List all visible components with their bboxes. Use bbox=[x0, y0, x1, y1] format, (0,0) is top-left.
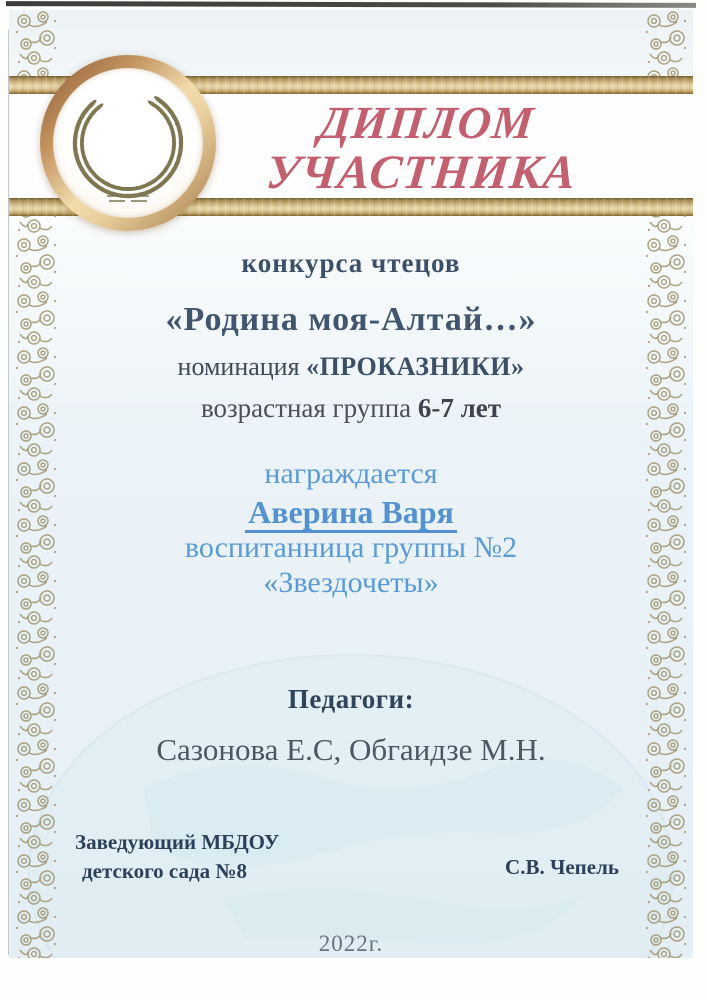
year-line: 2022г. bbox=[318, 931, 384, 956]
scan-edge-top bbox=[6, 1, 696, 8]
age-group-prefix: возрастная группа bbox=[200, 393, 418, 423]
age-group-value: 6-7 лет bbox=[417, 393, 502, 423]
teachers-label: Педагоги: bbox=[287, 684, 415, 714]
signature-left-block bbox=[75, 828, 279, 886]
recipient-name-text: Аверина Варя bbox=[245, 494, 457, 533]
title-line-2: УЧАСТНИКА bbox=[263, 146, 580, 199]
group-line: воспитанница группы №2 bbox=[184, 531, 518, 564]
awarded-label: награждается bbox=[264, 457, 438, 490]
title-line-1: ДИПЛОМ bbox=[316, 97, 537, 148]
recipient-name bbox=[51, 494, 651, 531]
diploma-title bbox=[194, 98, 655, 199]
age-group-line bbox=[51, 393, 651, 424]
nomination-value: «ПРОКАЗНИКИ» bbox=[306, 352, 525, 381]
signature-right-name: С.В. Чепель bbox=[505, 855, 619, 879]
certificate bbox=[9, 10, 693, 958]
event-name: «Родина моя-Алтай…» bbox=[165, 301, 537, 338]
group-name: «Звездочеты» bbox=[263, 566, 439, 599]
signature-left-line2: детского сада №8 bbox=[82, 859, 247, 883]
contest-line: конкурса чтецов bbox=[241, 248, 461, 278]
nomination-prefix: номинация bbox=[177, 352, 307, 381]
teachers-names: Сазонова Е.С, Обгаидзе М.Н. bbox=[156, 732, 546, 767]
laurel-wreath-medal-icon bbox=[40, 55, 216, 231]
nomination-line bbox=[51, 352, 651, 382]
laurel-wreath bbox=[55, 70, 201, 216]
signature-left-line1: Заведующий МБДОУ bbox=[75, 830, 280, 854]
